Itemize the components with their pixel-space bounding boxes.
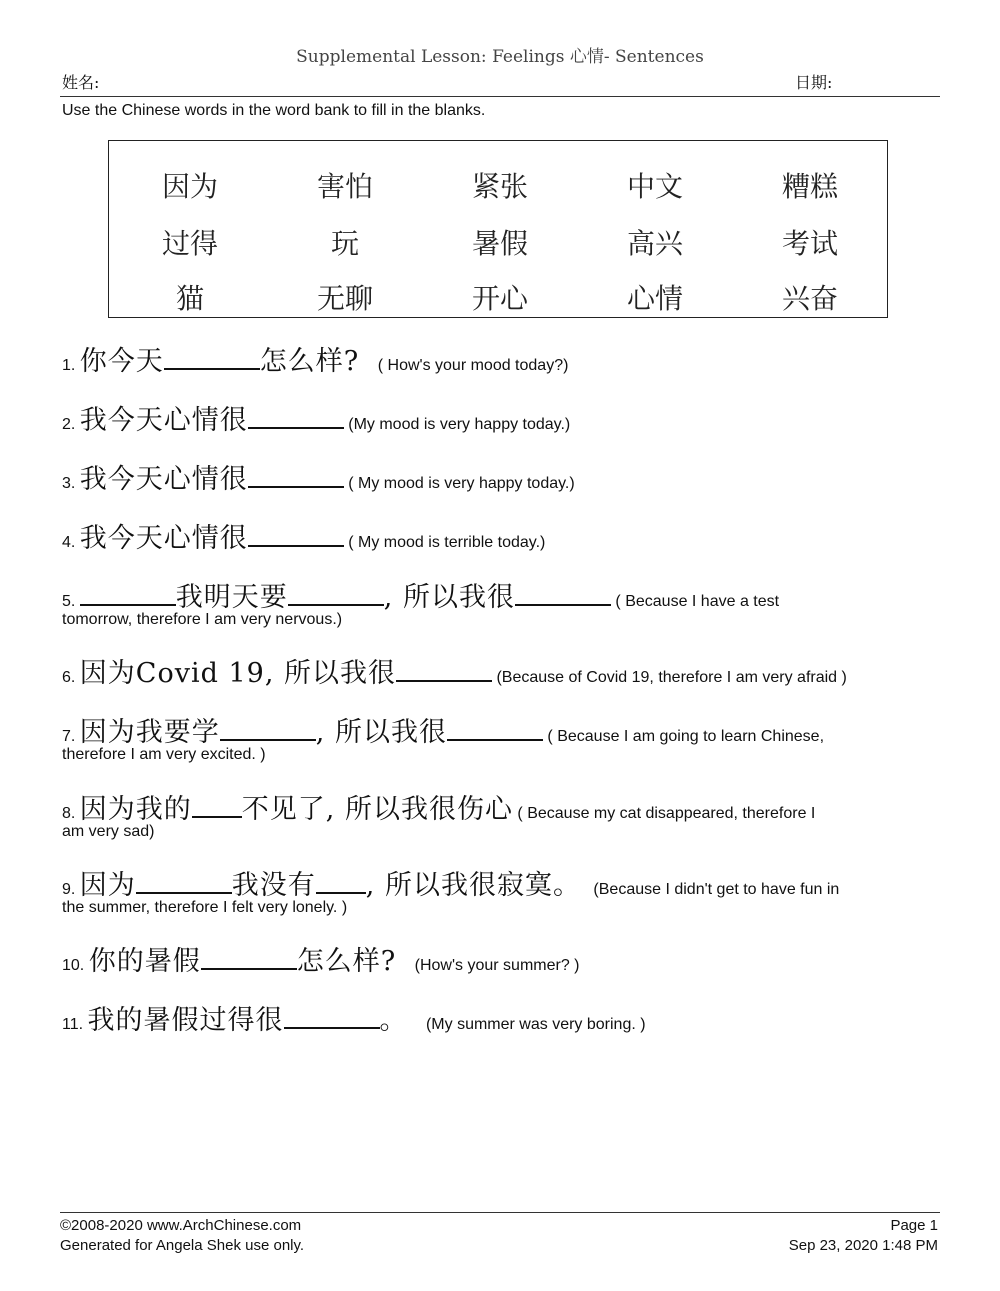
question-text: 不见了, 所以我很伤心	[241, 794, 513, 825]
instructions: Use the Chinese words in the word bank to fill in the blanks.	[62, 102, 486, 119]
answer-blank[interactable]	[220, 717, 316, 741]
word-bank-item: 中文	[626, 170, 683, 203]
question-translation-cont: therefore I am very excited. )	[62, 746, 266, 763]
question-text: 我今天心情很	[79, 405, 248, 436]
question-3	[62, 464, 575, 500]
question-translation: (Because I didn't get to have fun in	[593, 881, 840, 898]
question-number: 6.	[62, 669, 76, 686]
word-bank-item: 猫	[175, 282, 204, 315]
word-bank-item: 害怕	[316, 170, 373, 203]
question-text: 因为我要学	[79, 717, 220, 748]
word-bank-item: 高兴	[626, 227, 683, 260]
answer-blank[interactable]	[201, 946, 297, 970]
question-number: 10.	[62, 957, 85, 974]
question-text: 我明天要	[175, 582, 288, 613]
answer-blank[interactable]	[80, 582, 176, 606]
footer-divider	[60, 1212, 940, 1213]
question-text: 你的暑假	[88, 946, 201, 977]
word-bank-item: 考试	[781, 227, 838, 260]
question-text: , 所以我很	[383, 582, 515, 613]
question-text: 我今天心情很	[79, 523, 248, 554]
answer-blank[interactable]	[136, 870, 232, 894]
answer-blank[interactable]	[316, 870, 366, 894]
answer-blank[interactable]	[447, 717, 543, 741]
question-text: 因为	[79, 870, 136, 901]
question-number: 11.	[62, 1016, 84, 1033]
word-bank-item: 开心	[471, 282, 528, 315]
word-bank-item: 玩	[330, 227, 359, 260]
question-translation: (Because of Covid 19, therefore I am very afraid )	[496, 669, 847, 686]
question-number: 3.	[62, 475, 76, 492]
footer-generated: Generated for Angela Shek use only.	[60, 1237, 305, 1254]
question-2	[62, 405, 570, 441]
answer-blank[interactable]	[288, 582, 384, 606]
word-bank	[108, 140, 888, 318]
answer-blank[interactable]	[396, 658, 492, 682]
question-translation-cont: am very sad)	[62, 823, 155, 840]
question-text: 我的暑假过得很	[87, 1005, 284, 1036]
question-6	[62, 658, 847, 694]
answer-blank[interactable]	[164, 346, 260, 370]
question-translation: (My summer was very boring. )	[425, 1016, 646, 1033]
question-1	[62, 346, 568, 382]
date-label: 日期:	[795, 73, 833, 92]
answer-blank[interactable]	[284, 1005, 380, 1029]
answer-blank[interactable]	[248, 405, 344, 429]
question-4	[62, 523, 545, 559]
question-text: , 所以我很	[315, 717, 447, 748]
word-bank-item: 过得	[161, 227, 218, 260]
question-number: 2.	[62, 416, 76, 433]
word-bank-item: 心情	[626, 282, 683, 315]
question-translation: ( My mood is terrible today.)	[348, 534, 546, 551]
question-text: 你今天	[79, 346, 164, 377]
answer-blank[interactable]	[515, 582, 611, 606]
question-translation-cont: the summer, therefore I felt very lonely. )	[62, 899, 348, 916]
question-number: 5.	[62, 593, 76, 610]
question-text: 。	[379, 1005, 408, 1036]
question-translation: (My mood is very happy today.)	[348, 416, 571, 433]
question-translation: ( How's your mood today?)	[377, 357, 569, 374]
question-translation: ( My mood is very happy today.)	[348, 475, 575, 492]
answer-blank[interactable]	[192, 794, 242, 818]
question-number: 9.	[62, 881, 76, 898]
question-text: 怎么样?	[296, 946, 397, 977]
question-text: 我没有	[231, 870, 316, 901]
question-11	[62, 1005, 646, 1041]
header-divider	[60, 96, 940, 97]
word-bank-item: 无聊	[316, 282, 373, 315]
footer-timestamp: Sep 23, 2020 1:48 PM	[788, 1237, 938, 1254]
word-bank-item: 暑假	[471, 227, 528, 260]
word-bank-item: 因为	[161, 170, 218, 203]
document-title: Supplemental Lesson: Feelings 心情- Sentences	[296, 47, 704, 67]
answer-blank[interactable]	[248, 523, 344, 547]
question-translation: ( Because my cat disappeared, therefore I	[517, 805, 816, 822]
question-translation: ( Because I have a test	[615, 593, 780, 610]
question-translation: (How's your summer? )	[414, 957, 580, 974]
question-number: 8.	[62, 805, 76, 822]
question-translation-cont: tomorrow, therefore I am very nervous.)	[62, 611, 343, 628]
question-number: 4.	[62, 534, 76, 551]
question-8	[62, 794, 815, 830]
name-label: 姓名:	[62, 73, 100, 92]
question-10	[62, 946, 580, 982]
footer-copyright: ©2008-2020 www.ArchChinese.com	[60, 1217, 302, 1234]
word-bank-item: 紧张	[471, 170, 528, 203]
question-text: 怎么样?	[259, 346, 360, 377]
word-bank-item: 糟糕	[781, 170, 838, 203]
question-number: 1.	[62, 357, 76, 374]
question-text: 我今天心情很	[79, 464, 248, 495]
question-text: 因为我的	[79, 794, 192, 825]
answer-blank[interactable]	[248, 464, 344, 488]
question-text: 因为Covid 19, 所以我很	[79, 658, 396, 689]
question-text: , 所以我很寂寞。	[365, 870, 581, 901]
footer-page-number: Page 1	[890, 1217, 938, 1234]
question-number: 7.	[62, 728, 76, 745]
question-translation: ( Because I am going to learn Chinese,	[547, 728, 825, 745]
word-bank-item: 兴奋	[781, 282, 838, 315]
